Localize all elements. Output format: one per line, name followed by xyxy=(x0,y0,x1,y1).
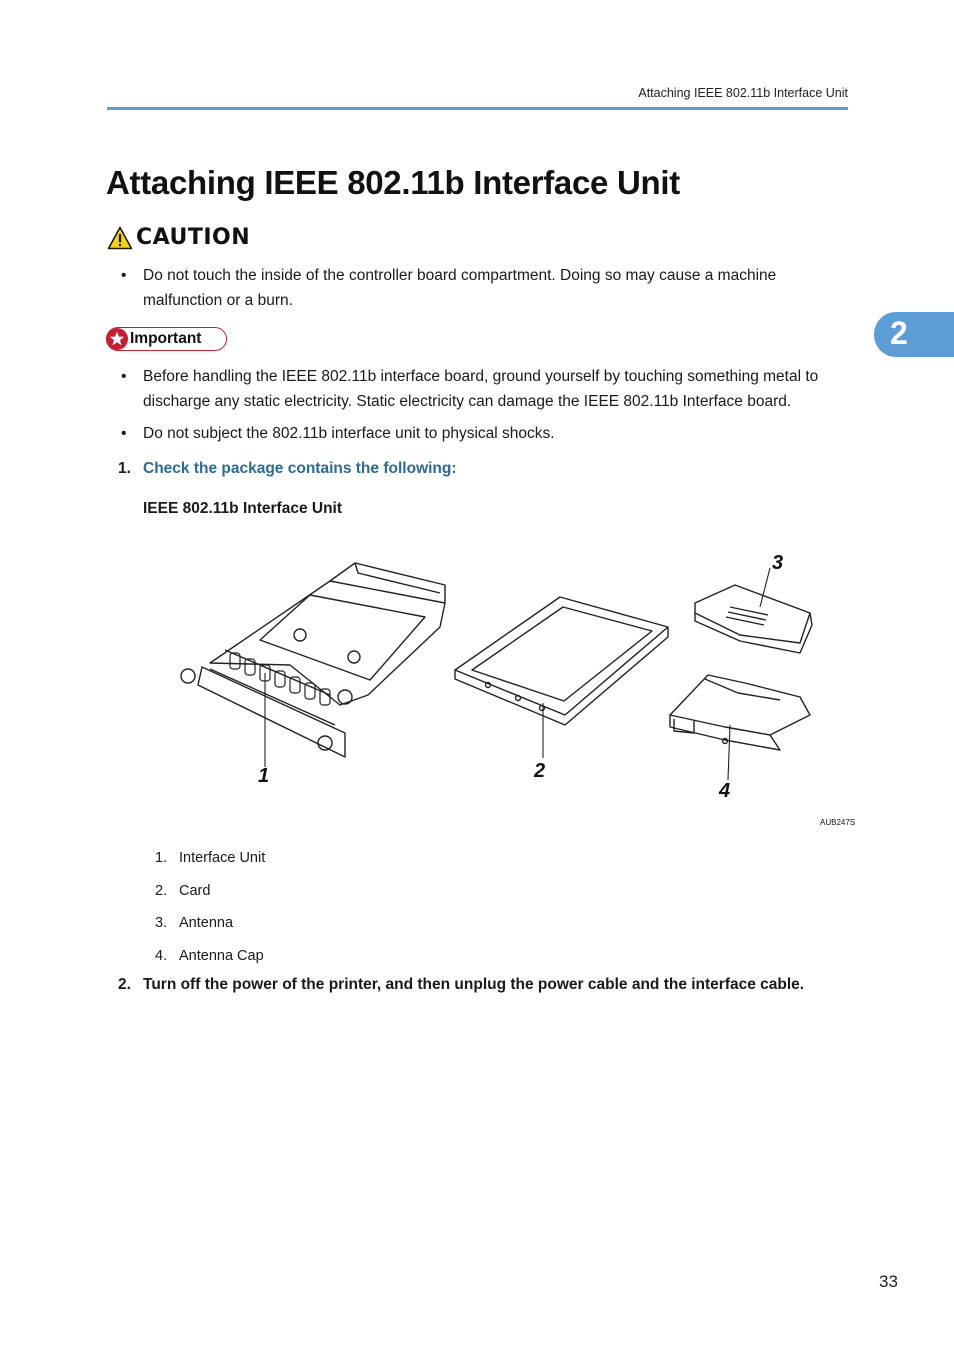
caution-item: • Do not touch the inside of the controller board compartment. Doing so may cause a machine malfunction or a burn. xyxy=(121,267,777,309)
caution-item-text: Do not touch the inside of the controller board compartment. Doing so may cause a machine malfunction or a burn. xyxy=(143,267,777,309)
important-item: • Do not subject the 802.11b interface unit to physical shocks. xyxy=(121,425,555,442)
part-item xyxy=(155,912,265,945)
package-subheading: IEEE 802.11b Interface Unit xyxy=(143,500,343,517)
parts-list xyxy=(155,847,265,977)
callout-line-4 xyxy=(728,725,730,780)
package-contents-illustration xyxy=(140,545,860,835)
star-icon xyxy=(106,328,128,350)
chapter-tab xyxy=(874,312,954,357)
caution-heading xyxy=(107,225,250,250)
part-label: Antenna Cap xyxy=(179,947,264,964)
caution-label: CAUTION xyxy=(136,225,251,250)
step-number: 2. xyxy=(118,976,131,993)
part-number: 4. xyxy=(155,947,168,964)
callout-1: 1 xyxy=(258,765,270,787)
part-number: 3. xyxy=(155,915,168,931)
warning-triangle-icon xyxy=(107,226,133,250)
part-item xyxy=(155,880,265,913)
callout-2: 2 xyxy=(534,760,546,782)
page-number: 33 xyxy=(879,1272,898,1291)
part-label: Card xyxy=(179,882,211,899)
step-number: 1. xyxy=(118,460,131,477)
part-number: 1. xyxy=(155,850,168,866)
important-label: Important xyxy=(130,330,202,347)
part-number: 2. xyxy=(155,882,168,899)
important-item-text: Do not subject the 802.11b interface unit to physical shocks. xyxy=(143,425,555,442)
running-header: Attaching IEEE 802.11b Interface Unit xyxy=(638,86,848,100)
callout-4: 4 xyxy=(719,780,731,802)
important-item: • Before handling the IEEE 802.11b interface board, ground yourself by touching something metal to discharge any static electricity. Static electricity can damage the IEEE 802.11b Interface board. xyxy=(121,368,819,410)
part-label: Interface Unit xyxy=(179,850,266,866)
antenna-cap-drawing xyxy=(670,675,810,750)
chapter-number: 2 xyxy=(890,315,908,351)
important-item-text: Before handling the IEEE 802.11b interface board, ground yourself by touching something metal to discharge any static electricity. Static electricity can damage the IEEE 802.11b Interface board. xyxy=(143,368,819,410)
part-label: Antenna xyxy=(179,915,234,931)
important-heading xyxy=(106,327,227,351)
step-text: Turn off the power of the printer, and then unplug the power cable and the interface cable. xyxy=(143,976,805,993)
step-2 xyxy=(118,976,804,994)
step-1 xyxy=(118,460,457,478)
callout-line-3 xyxy=(760,568,770,607)
part-item xyxy=(155,847,265,880)
callout-3: 3 xyxy=(772,552,784,574)
antenna-drawing xyxy=(695,585,810,643)
important-list xyxy=(118,364,853,453)
card-drawing xyxy=(455,597,668,715)
page-title: Attaching IEEE 802.11b Interface Unit xyxy=(106,164,680,201)
caution-list xyxy=(118,263,853,320)
figure-code: AUB247S xyxy=(820,818,856,827)
part-item xyxy=(155,945,265,978)
step-text: Check the package contains the following: xyxy=(143,460,457,477)
header-rule xyxy=(107,107,848,110)
